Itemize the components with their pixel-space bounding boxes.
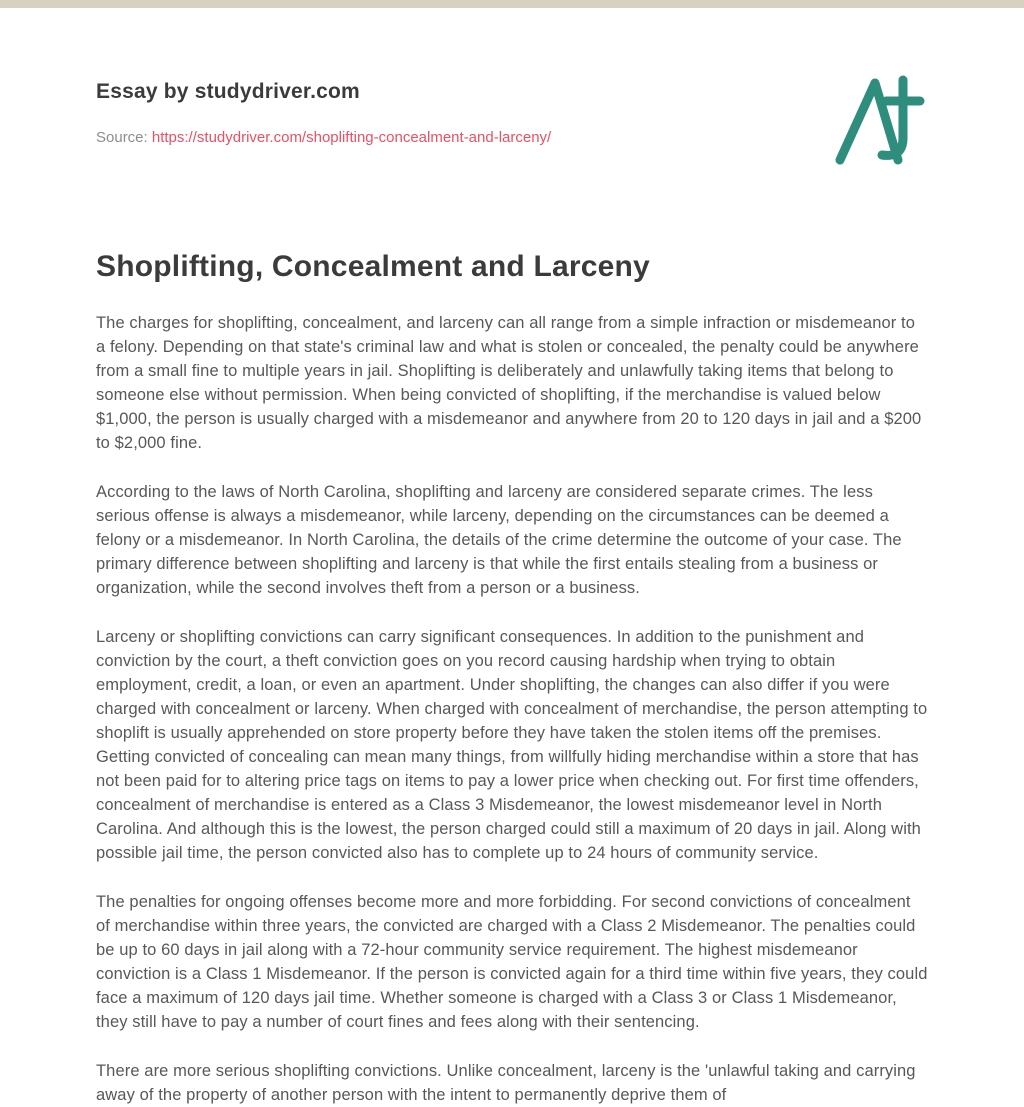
essay-page	[0, 8, 1024, 1107]
essay-paragraph-1: The charges for shoplifting, concealment, and larceny can all range from a simple infraction or misdemeanor to a felony. Depending on that state's criminal law and what is stolen or concealed, the penalty could be anywhere from a small fine to multiple years in jail. Shoplifting is deliberately and unlawfully taking items that belong to someone else without permission. When being convicted of shoplifting, if the merchandise is valued below $1,000, the person is usually charged with a misdemeanor and anywhere from 20 to 120 days in jail and a $200 to $2,000 fine.	[96, 314, 922, 452]
essay-paragraph-5: There are more serious shoplifting convictions. Unlike concealment, larceny is the 'unlawful taking and carrying away of the property of another person with the intent to permanently deprive them of	[96, 1062, 916, 1104]
studydriver-logo-icon	[826, 70, 926, 170]
essay-title: Shoplifting, Concealment and Larceny	[96, 250, 650, 283]
byline: Essay by studydriver.com	[96, 80, 360, 103]
page-top-edge	[0, 0, 1024, 8]
essay-paragraph-2: According to the laws of North Carolina, shoplifting and larceny are considered separate crimes. The less serious offense is always a misdemeanor, while larceny, depending on the circumstances can be deemed a felony or a misdemeanor. In North Carolina, the details of the crime determine the outcome of your case. The primary difference between shoplifting and larceny is that while the first entails stealing from a business or organization, while the second involves theft from a person or a business.	[96, 483, 902, 597]
essay-paragraph-4: The penalties for ongoing offenses become more and more forbidding. For second convictions of concealment of merchandise within three years, the convicted are charged with a Class 2 Misdemeanor. The penalties could be up to 60 days in jail along with a 72-hour community service requirement. The highest misdemeanor conviction is a Class 1 Misdemeanor. If the person is convicted again for a third time within five years, they could face a maximum of 120 days jail time. Whether someone is charged with a Class 3 or Class 1 Misdemeanor, they still have to pay a number of court fines and fees along with their sentencing.	[96, 893, 928, 1031]
source-label: Source:	[96, 129, 148, 146]
source-line	[96, 129, 928, 146]
essay-paragraph-3: Larceny or shoplifting convictions can carry significant consequences. In addition to the punishment and conviction by the court, a theft conviction goes on you record causing hardship when trying to obtain employment, credit, a loan, or even an apartment. Under shoplifting, the changes can also differ if you were charged with concealment or larceny. When charged with concealment of merchandise, the person attempting to shoplift is usually apprehended on store property before they have taken the stolen items off the premises. Getting convicted of concealing can mean many things, from willfully hiding merchandise within a store that has not been paid for to altering price tags on items to pay a lower price when checking out. For first time offenders, concealment of merchandise is entered as a Class 3 Misdemeanor, the lowest misdemeanor level in North Carolina. And although this is the lowest, the person charged could still a maximum of 20 days in jail. Along with possible jail time, the person convicted also has to complete up to 24 hours of community service.	[96, 628, 928, 862]
source-link[interactable]: https://studydriver.com/shoplifting-concealment-and-larceny/	[151, 129, 552, 146]
